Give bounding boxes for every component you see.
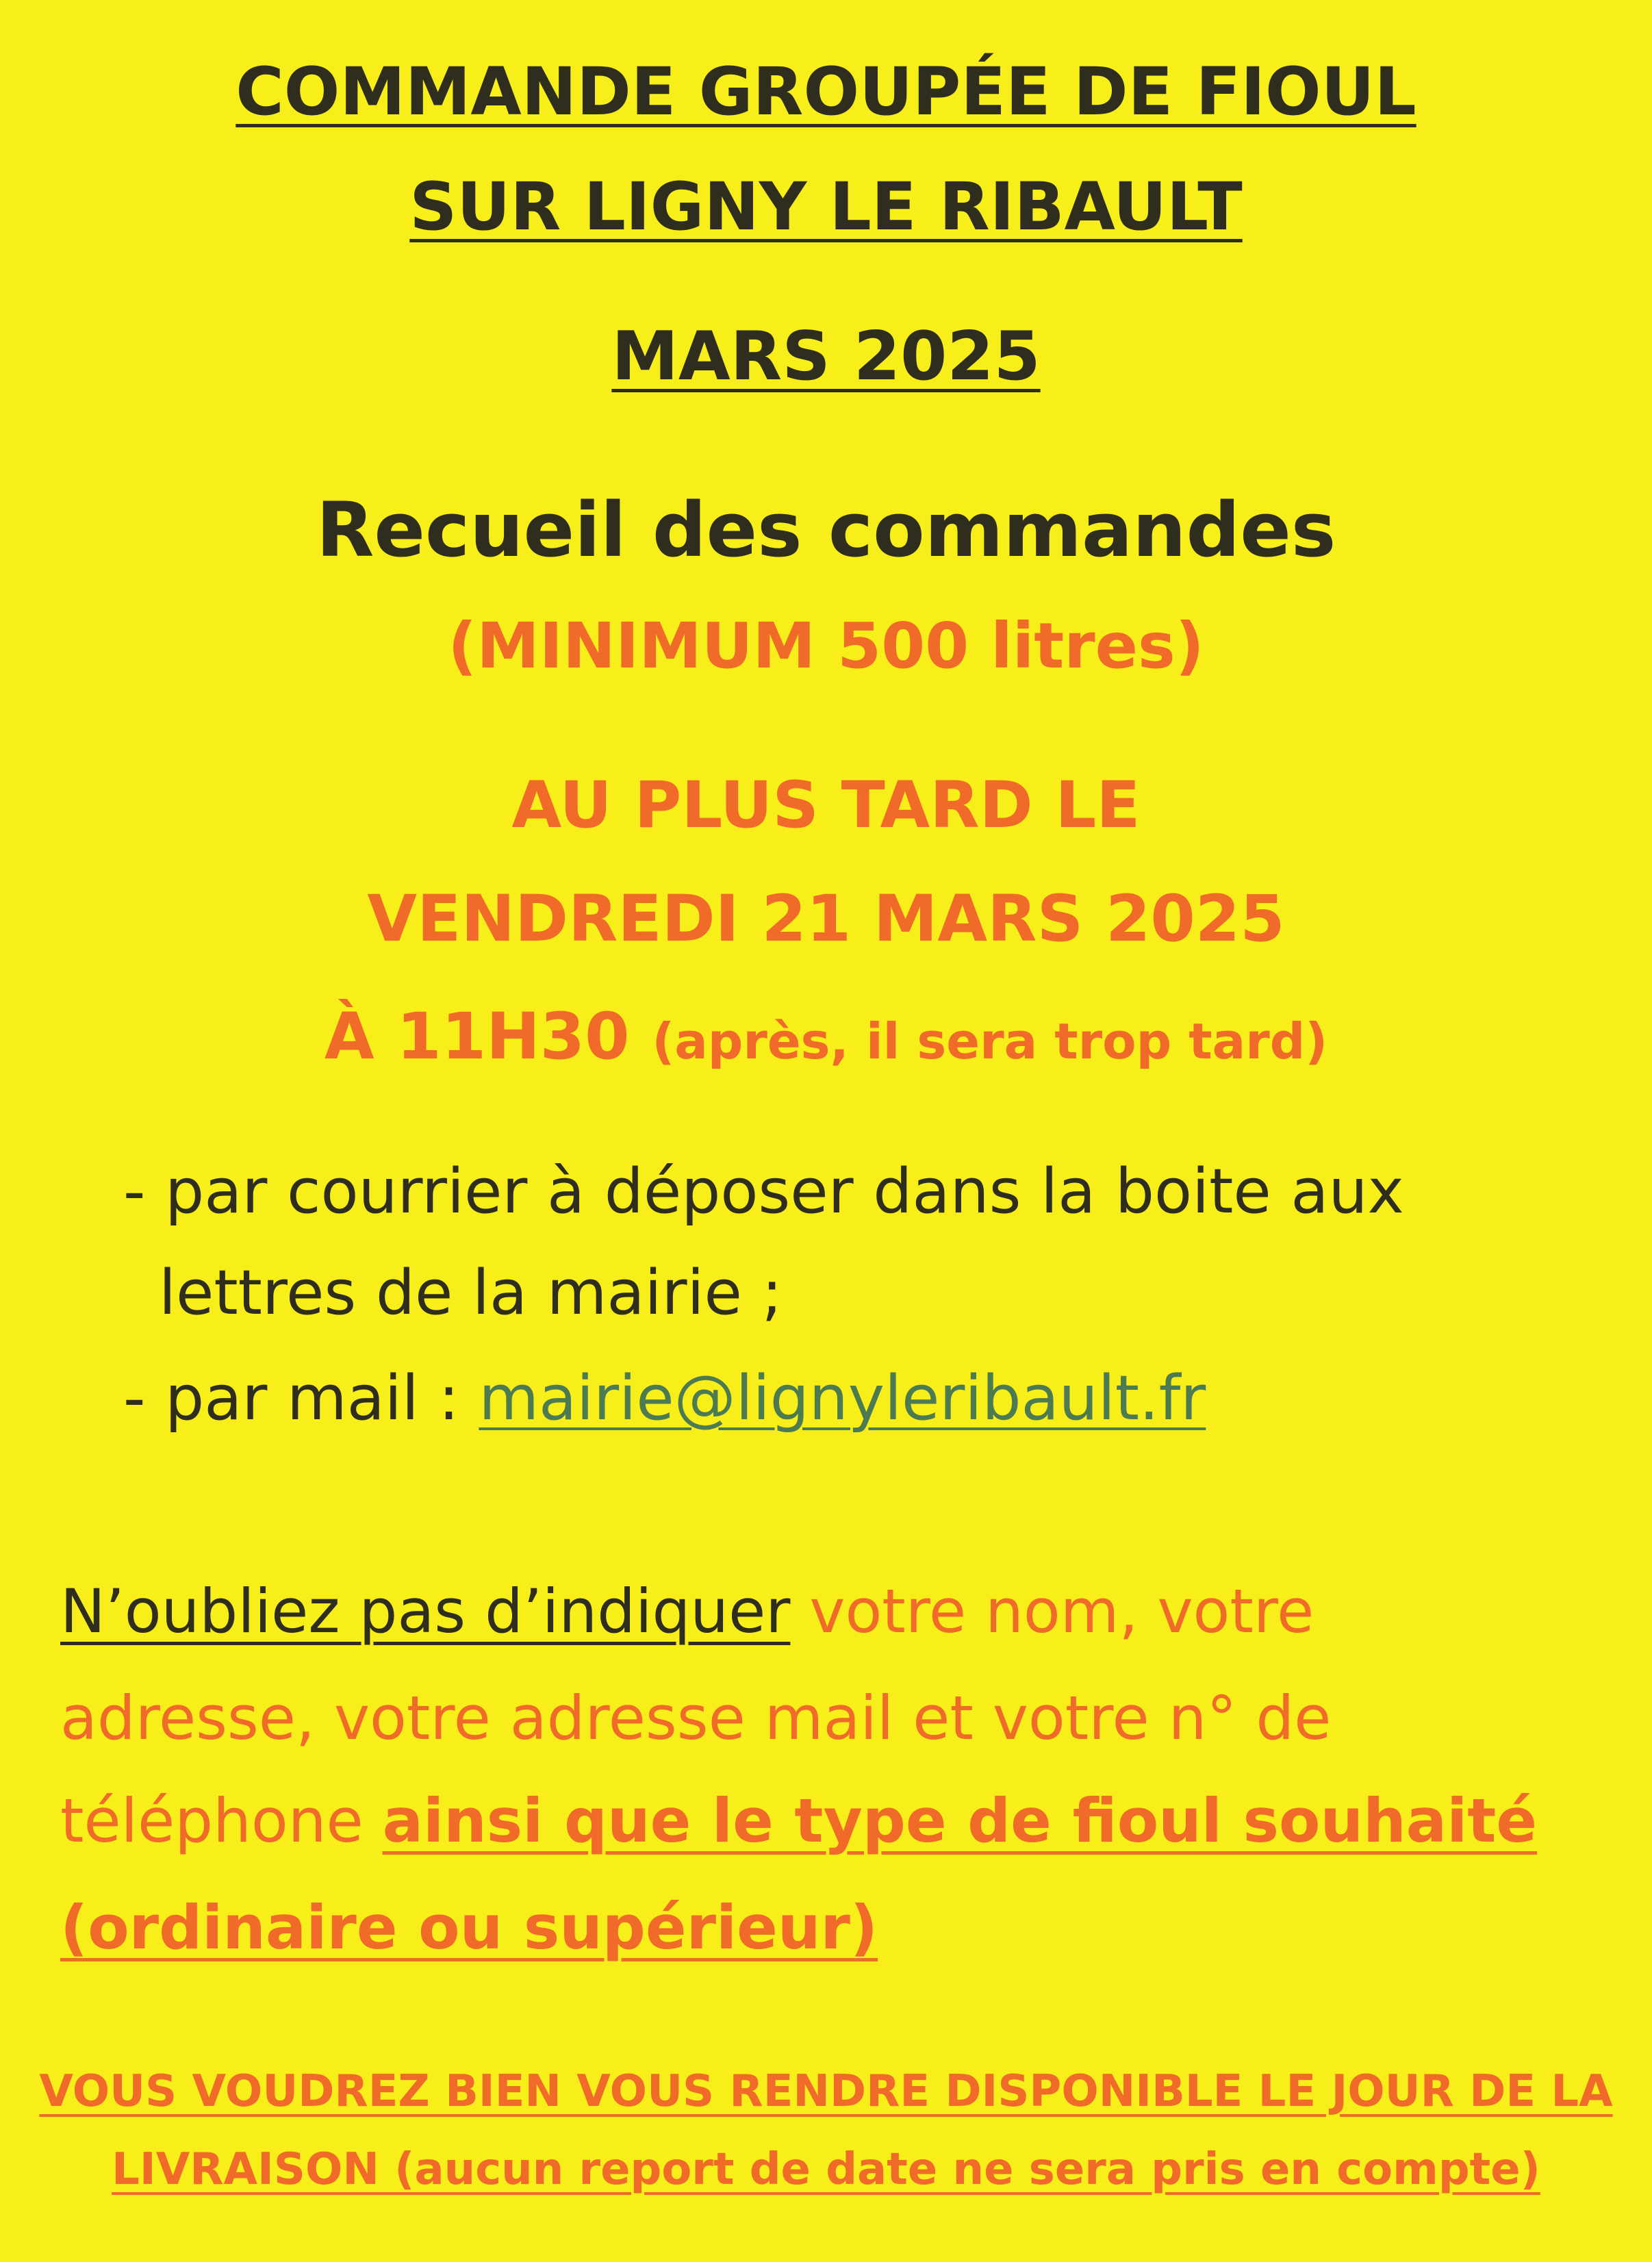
deadline-line-2: VENDREDI 21 MARS 2025 (367, 882, 1285, 956)
reminder-fuel-type: ainsi que le type de fioul souhaité (382, 1786, 1538, 1856)
reminder-line-3 (60, 1786, 1537, 1856)
subtitle: Recueil des commandes (316, 486, 1336, 574)
email-link[interactable]: mairie@lignyleribault.fr (479, 1362, 1206, 1434)
deadline-line-1: AU PLUS TARD LE (511, 768, 1141, 843)
footer-line-1 (0, 2066, 1652, 2117)
title-line-1 (0, 53, 1652, 130)
footer-line-2 (0, 2144, 1652, 2195)
title-line-2-text: SUR LIGNY LE RIBAULT (409, 168, 1243, 245)
reminder-line-3-prefix: téléphone (60, 1786, 383, 1856)
reminder-line-4 (60, 1892, 878, 1963)
reminder-lead: N’oubliez pas d’indiquer (60, 1576, 791, 1647)
deadline-note: (après, il sera trop tard) (652, 1013, 1328, 1070)
method-mail-drop-line-2: lettres de la mairie ; (159, 1257, 783, 1329)
footer-line-1-text: VOUS VOUDREZ BIEN VOUS RENDRE DISPONIBLE LE JOUR DE LA (39, 2066, 1613, 2117)
minimum-quantity: (MINIMUM 500 litres) (448, 609, 1204, 683)
method-mail-drop-line-1: - par courrier à déposer dans la boite aux (123, 1156, 1404, 1228)
title-line-2 (0, 168, 1652, 245)
footer-line-2-text: LIVRAISON (aucun report de date ne sera pris en compte) (112, 2144, 1540, 2195)
deadline-line-3 (0, 1000, 1652, 1074)
reminder-part-1: votre nom, votre (790, 1576, 1314, 1647)
reminder-fuel-options: (ordinaire ou supérieur) (60, 1892, 878, 1963)
reminder-line-2: adresse, votre adresse mail et votre n° de (60, 1683, 1332, 1753)
title-line-3 (0, 318, 1652, 396)
title-line-3-text: MARS 2025 (611, 318, 1041, 396)
method-email-prefix: - par mail : (123, 1362, 479, 1434)
method-email (123, 1362, 1206, 1434)
deadline-time: À 11H30 (324, 1000, 630, 1074)
title-line-1-text: COMMANDE GROUPÉE DE FIOUL (236, 53, 1416, 130)
reminder-line-1 (60, 1576, 1314, 1647)
